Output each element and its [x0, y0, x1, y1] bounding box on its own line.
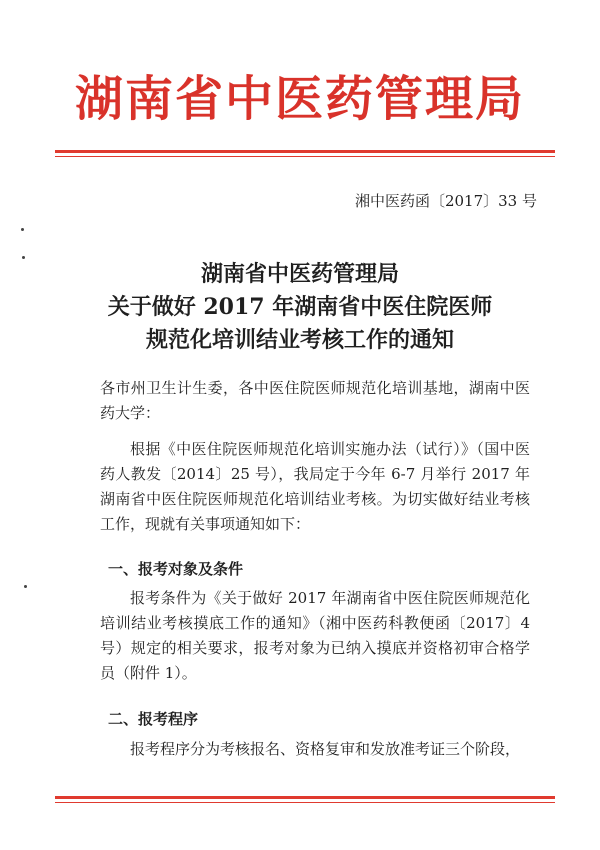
title-line-2: 关于做好 2017 年湖南省中医住院医师 [107, 294, 493, 320]
addressee: 各市州卫生计生委，各中医住院医师规范化培训基地，湖南中医药大学： [100, 379, 530, 422]
section-body-1: 报考条件为《关于做好 2017 年湖南省中医住院医师规范化培训结业考核摸底工作的通知》（湘中医药科教便函〔2017〕4 号）规定的相关要求，报考对象为已纳入摸底并资格初审合格学员（附件 1）。 [100, 589, 530, 682]
intro-paragraph: 根据《中医住院医师规范化培训实施办法（试行）》（国中医药人教发〔2014〕25 号），我局定于今年 6-7 月举行 2017 年湖南省中医住院医师规范化培训结业考核。为切实做好结业考核工作，现就有关事项通知如下： [100, 440, 530, 533]
footer-divider [55, 796, 555, 799]
section-heading-2: 二、报考程序 [108, 710, 199, 728]
section-body-2: 报考程序分为考核报名、资格复审和发放准考证三个阶段， [130, 740, 521, 758]
section-heading-1: 一、报考对象及条件 [108, 560, 244, 578]
document-title [0, 258, 600, 357]
scan-speck [24, 585, 27, 588]
letterhead-divider-thin [55, 156, 555, 157]
footer-divider-thin [55, 802, 555, 803]
letterhead-divider [55, 150, 555, 153]
scan-speck [21, 228, 24, 231]
scan-speck [22, 256, 25, 259]
title-line-1: 湖南省中医药管理局 [200, 261, 399, 287]
letterhead-title: 湖南省中医药管理局 [74, 71, 525, 127]
document-number: 湘中医药函〔2017〕33 号 [354, 192, 537, 210]
title-line-3: 规范化培训结业考核工作的通知 [145, 327, 454, 353]
